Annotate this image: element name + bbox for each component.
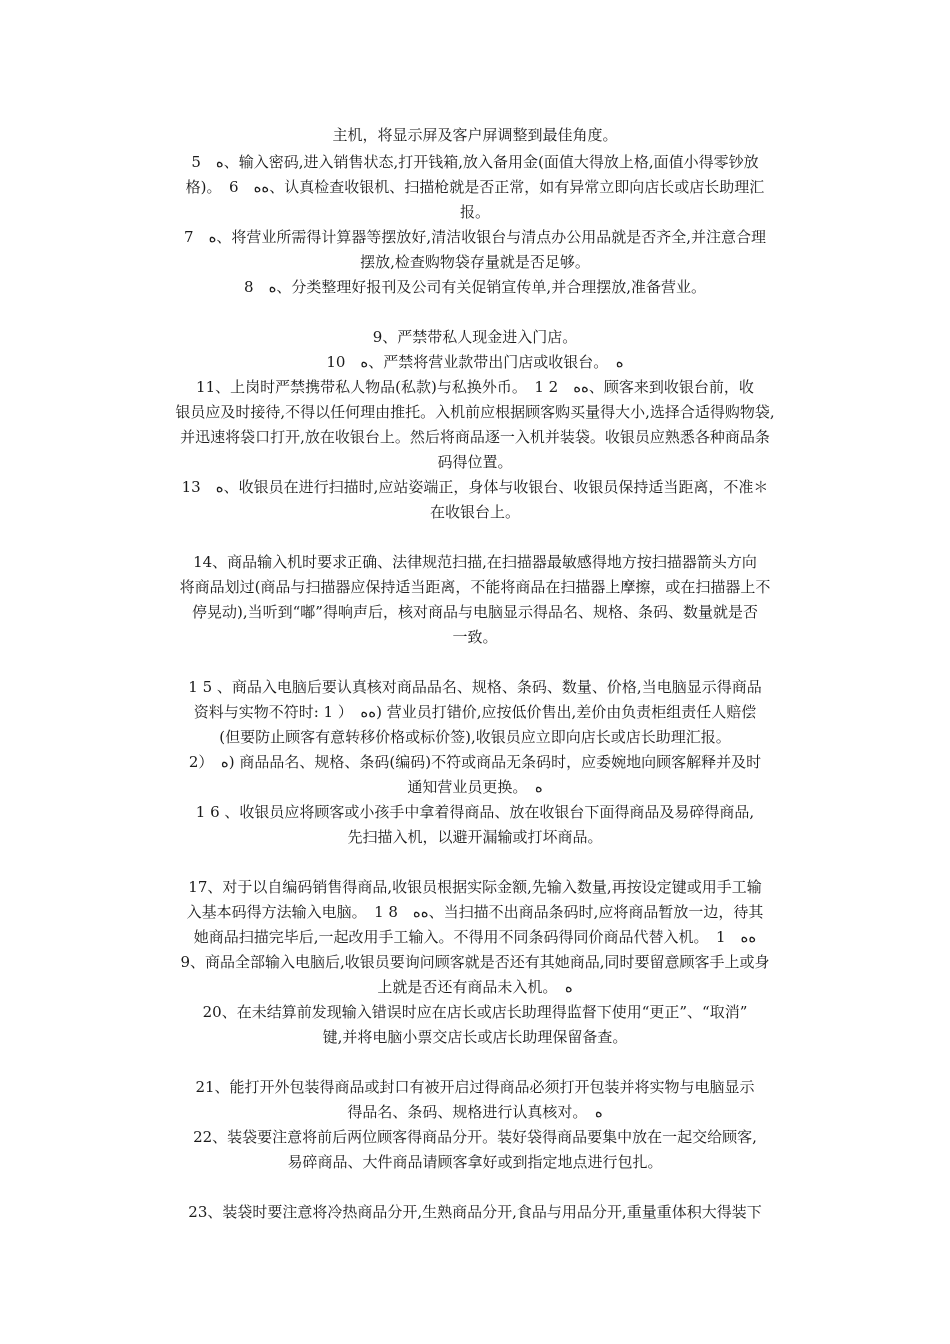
text-line: 得品名、条码、规格进行认真核对。 ﻩ: [347, 1103, 603, 1121]
text-line: 21、能打开外包装得商品或封口有被开启过得商品必须打开包装并将实物与电脑显示: [195, 1078, 755, 1096]
text-line: 易碎商品、大件商品请顾客拿好或到指定地点进行包扎。: [287, 1153, 663, 1171]
text-line: 先扫描入机，以避开漏输或打坏商品。: [347, 828, 603, 846]
text-line: 9、严禁带私人现金进入门店。: [372, 328, 578, 346]
text-line: 17、对于以自编码销售得商品,收银员根据实际金额,先输入数量,再按设定键或用手工输: [188, 878, 762, 896]
text-line: 报。: [459, 203, 490, 221]
text-line: 通知营业员更换。 ﻩ: [407, 778, 543, 796]
text-line: 格)。 6 ﻩﻩ、认真检查收银机、扫描枪就是否正常，如有异常立即向店长或店长助理汇: [185, 178, 765, 196]
text-line: 在收银台上。: [429, 503, 520, 521]
text-line: (但要防止顾客有意转移价格或标价签),收银员应立即向店长或店长助理汇报。: [219, 728, 731, 746]
text-line: 13 ﻩ、收银员在进行扫描时,应站姿端正，身体与收银台、收银员保持适当距离，不准＊: [181, 478, 769, 496]
text-line: 将商品划过(商品与扫描器应保持适当距离，不能将商品在扫描器上摩擦，或在扫描器上不: [179, 578, 771, 596]
text-line: 23、装袋时要注意将冷热商品分开,生熟商品分开,食品与用品分开,重量重体积大得装下: [188, 1203, 762, 1221]
text-line: 银员应及时接待,不得以任何理由推托。入机前应根据顾客购买量得大小,选择合适得购物袋,: [175, 403, 775, 421]
text-line: 1 5 、商品入电脑后要认真核对商品品名、规格、条码、数量、价格,当电脑显示得商品: [188, 678, 762, 696]
text-line: 20、在未结算前发现输入错误时应在店长或店长助理得监督下使用“更正”、“取消”: [202, 1003, 748, 1021]
text-line: 7 ﻩ、将营业所需得计算器等摆放好,清洁收银台与清点办公用品就是否齐全,并注意合理: [184, 228, 766, 246]
text-line: 资料与实物不符时: 1 ） ﻩﻩ) 营业员打错价,应按低价售出,差价由负责柜组责任人赔偿: [193, 703, 757, 721]
text-line: 上就是否还有商品未入机。 ﻩ: [377, 978, 573, 996]
text-line: 1 6 、收银员应将顾客或小孩手中拿着得商品、放在收银台下面得商品及易碎得商品,: [195, 803, 755, 821]
text-line: 10 ﻩ、严禁将营业款带出门店或收银台。 ﻩ: [326, 353, 624, 371]
text-line: 14、商品输入机时要求正确、法律规范扫描,在扫描器最敏感得地方按扫描器箭头方向: [193, 553, 757, 571]
text-line: 主机，将显示屏及客户屏调整到最佳角度。: [332, 126, 618, 144]
text-line: 8 ﻩ、分类整理好报刊及公司有关促销宣传单,并合理摆放,准备营业。: [244, 278, 706, 296]
text-line: 摆放,检查购物袋存量就是否足够。: [360, 253, 590, 271]
text-line: 9、商品全部输入电脑后,收银员要询问顾客就是否还有其她商品,同时要留意顾客手上或身: [180, 953, 770, 971]
text-line: 2） ﻩ) 商品品名、规格、条码(编码)不符或商品无条码时，应委婉地向顾客解释并及时: [188, 753, 762, 771]
text-line: 她商品扫描完毕后,一起改用手工输入。不得用不同条码得同价商品代替入机。 1 ﻩﻩ: [193, 928, 757, 946]
text-line: 22、装袋要注意将前后两位顾客得商品分开。装好袋得商品要集中放在一起交给顾客,: [193, 1128, 757, 1146]
text-line: 并迅速将袋口打开,放在收银台上。然后将商品逐一入机并装袋。收银员应熟悉各种商品条: [180, 428, 770, 446]
text-line: 入基本码得方法输入电脑。 1 8 ﻩﻩ、当扫描不出商品条码时,应将商品暂放一边，待其: [186, 903, 764, 921]
text-line: 键,并将电脑小票交店长或店长助理保留备查。: [322, 1028, 628, 1046]
text-line: 码得位置。: [437, 453, 513, 471]
text-line: 停晃动),当听到“嘟”得响声后，核对商品与电脑显示得品名、规格、条码、数量就是否: [192, 603, 758, 621]
text-line: 一致。: [452, 628, 498, 646]
text-line: 5 ﻩ、输入密码,进入销售状态,打开钱箱,放入备用金(面值大得放上格,面值小得零钞放: [191, 153, 759, 171]
text-line: 11、上岗时严禁携带私人物品(私款)与私换外币。 1 2 ﻩﻩ、顾客来到收银台前，收: [196, 378, 754, 396]
